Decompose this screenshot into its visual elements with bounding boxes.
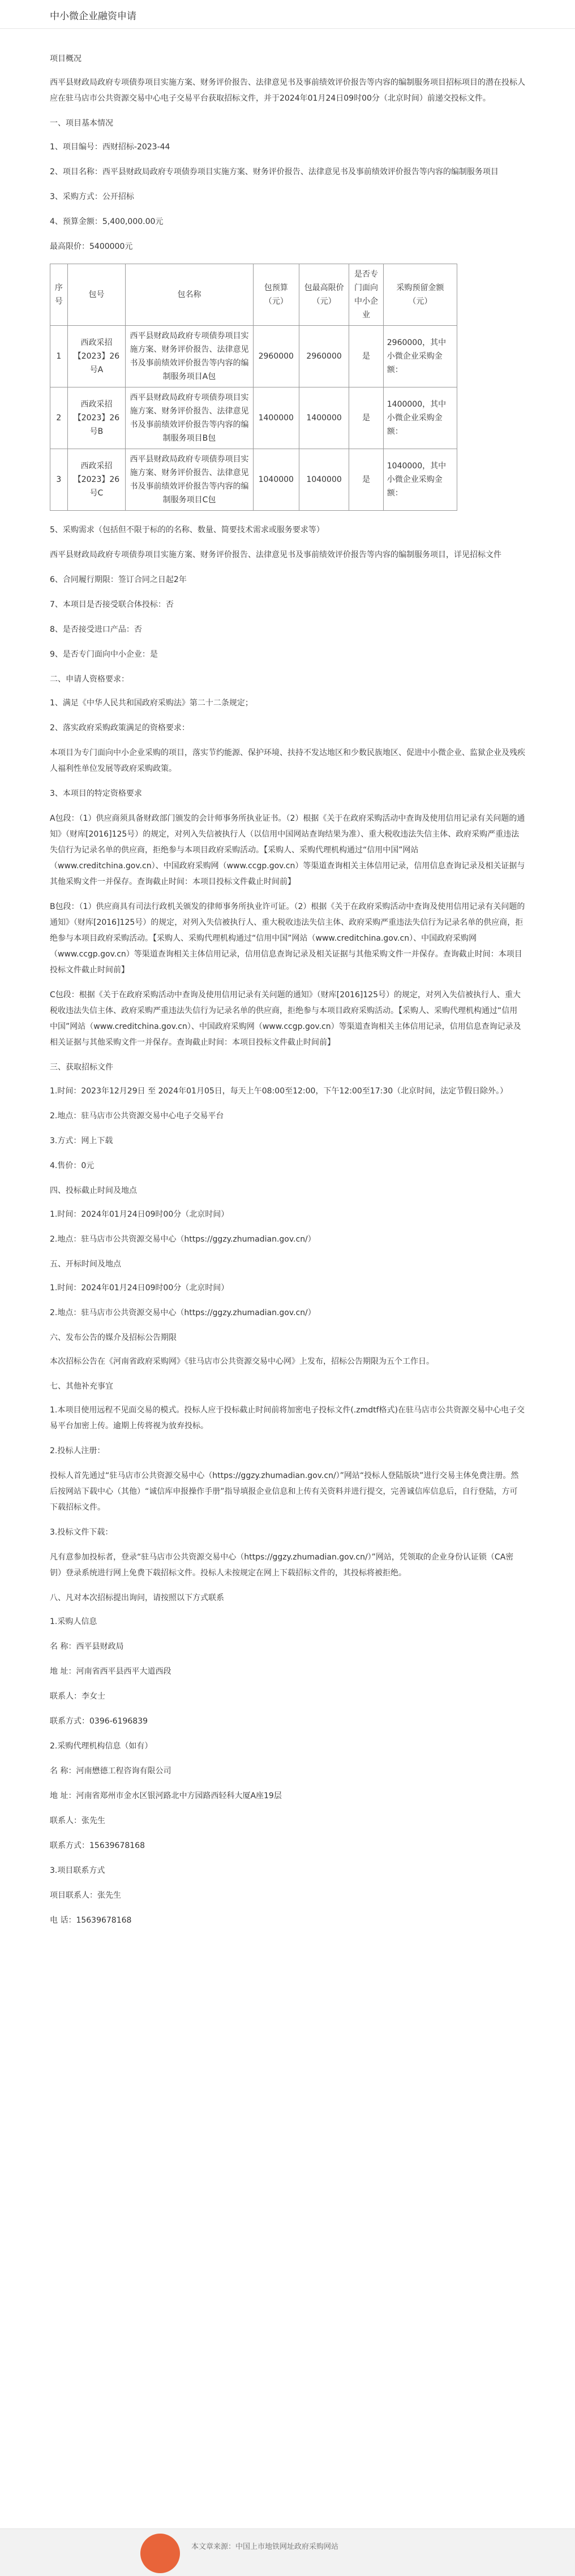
paragraph: 西平县财政局政府专项债券项目实施方案、财务评价报告、法律意见书及事前绩效评价报告等内容的编制服务项目招标项目的潜在投标人应在驻马店市公共资源交易中心电子交易平台获取招标文件，并于2024年01月24日09时00分（北京时间）前递交投标文件。 — [50, 78, 525, 103]
paragraph: B包段：（1）供应商具有司法行政机关颁发的律师事务所执业许可证。（2）根据《关于在政府采购活动中查询及使用信用记录有关问题的通知》（财库[2016]125号）的规定，对列入失信被执行人、重大税收违法失信主体、政府采购严重违法失信行为记录名单的供应商，拒绝参与本项目政府采购活动。【采购人、采购代理机构通过“信用中国”网站（www.creditchina.gov.cn）、中国政府采购网（www.ccgp.gov.cn）等渠道查询相关主体信用记录，信用信息查询记录及相关证据与其他采购文件一并保存。查询截止时间：本项目投标文件截止时间前】 — [50, 902, 525, 975]
top-bar — [0, 0, 575, 29]
paragraph: 4.售价：0元 — [50, 1161, 95, 1170]
table-cell-code: 西政采招【2023】26号B — [67, 387, 126, 449]
paragraph: 3.投标文件下载： — [50, 1528, 113, 1537]
paragraph: 投标人首先通过“驻马店市公共资源交易中心（https://ggzy.zhumadian.gov.cn/）”网站“投标人登陆版块”进行交易主体免费注册。然后按网站下载中心（其他）“诚信库申报操作手册”指导填报企业信息和上传有关资料并进行提交，完善诚信库信息后，自行登陆，方可下载招标文件。 — [50, 1471, 519, 1512]
notice-body — [50, 522, 525, 1928]
paragraph: 3、采购方式：公开招标 — [50, 192, 134, 201]
paragraph: 3.项目联系方式 — [50, 1866, 105, 1875]
section-heading: 八、凡对本次招标提出询问，请按照以下方式联系 — [50, 1593, 224, 1603]
paragraph: 2.投标人注册： — [50, 1446, 105, 1455]
table-cell-limit: 1040000 — [299, 449, 349, 511]
notice-intro — [50, 51, 525, 255]
paragraph: 名 称：河南懋德工程咨询有限公司 — [50, 1767, 171, 1776]
paragraph: 2、落实政府采购政策满足的资格要求： — [50, 723, 190, 733]
table-cell-name: 西平县财政局政府专项债券项目实施方案、财务评价报告、法律意见书及事前绩效评价报告等内容的编制服务项目A包 — [126, 326, 254, 387]
paragraph: C包段：根据《关于在政府采购活动中查询及使用信用记录有关问题的通知》（财库[2016]125号）的规定，对列入失信被执行人、重大税收违法失信主体、政府采购严重违法失信行为记录名单的供应商，拒绝参与本项目政府采购活动。【采购人、采购代理机构通过“信用中国”网站（www.creditchina.gov.cn）、中国政府采购网（www.ccgp.gov.cn）等渠道查询相关主体信用记录，信用信息查询记录及相关证据与其他采购文件一并保存。查询截止时间：本项目投标文件截止时间前】 — [50, 990, 521, 1047]
column-header: 包预算（元） — [253, 264, 299, 326]
notice-content — [50, 45, 525, 1937]
paragraph: 2.地点：驻马店市公共资源交易中心电子交易平台 — [50, 1112, 224, 1121]
page-title: 中小微企业融资申请 — [50, 11, 136, 22]
paragraph: 6、合同履行期限：签订合同之日起2年 — [50, 575, 187, 584]
column-header: 包最高限价（元） — [299, 264, 349, 326]
table-cell-name: 西平县财政局政府专项债券项目实施方案、财务评价报告、法律意见书及事前绩效评价报告等内容的编制服务项目C包 — [126, 449, 254, 511]
section-heading: 二、申请人资格要求： — [50, 675, 129, 684]
table-cell-code: 西政采招【2023】26号C — [67, 449, 126, 511]
table-header-row — [50, 264, 457, 326]
paragraph: 本项目为专门面向中小企业采购的项目，落实节约能源、保护环境、扶持不发达地区和少数民族地区、促进中小微企业、监狱企业及残疾人福利性单位发展等政府采购政策。 — [50, 748, 525, 773]
paragraph: 1.本项目使用远程不见面交易的模式。投标人应于投标截止时间前将加密电子投标文件(.zmdtf格式)在驻马店市公共资源交易中心电子交易平台加密上传。逾期上传将视为放弃投标。 — [50, 1406, 525, 1431]
table-cell-no: 2 — [50, 387, 68, 449]
table-cell-sme: 是 — [349, 449, 383, 511]
section-heading: 项目概况 — [50, 54, 81, 63]
section-heading: 五、开标时间及地点 — [50, 1260, 121, 1269]
paragraph: 8、是否接受进口产品：否 — [50, 625, 142, 634]
table-cell-limit: 1400000 — [299, 387, 349, 449]
column-header: 序号 — [50, 264, 68, 326]
paragraph: 7、本项目是否接受联合体投标：否 — [50, 600, 174, 609]
paragraph: 1.时间：2023年12月29日 至 2024年01月05日，每天上午08:00至12:00，下午12:00至17:30（北京时间，法定节假日除外。） — [50, 1087, 508, 1096]
section-heading: 一、项目基本情况 — [50, 119, 113, 128]
paragraph: 9、是否专门面向中小企业：是 — [50, 650, 158, 659]
table-cell-limit: 2960000 — [299, 326, 349, 387]
paragraph: 电 话：15639678168 — [50, 1916, 132, 1925]
section-heading: 四、投标截止时间及地点 — [50, 1186, 137, 1195]
table-body — [50, 326, 457, 511]
paragraph: 1、满足《中华人民共和国政府采购法》第二十二条规定； — [50, 699, 253, 708]
paragraph: 项目联系人：张先生 — [50, 1891, 121, 1900]
footer — [0, 2528, 575, 2576]
table-row — [50, 326, 457, 387]
paragraph: 1.时间：2024年01月24日09时00分（北京时间） — [50, 1283, 229, 1293]
table-cell-budget: 2960000 — [253, 326, 299, 387]
paragraph: 2、项目名称：西平县财政局政府专项债券项目实施方案、财务评价报告、法律意见书及事前绩效评价报告等内容的编制服务项目 — [50, 167, 499, 176]
table-cell-budget: 1040000 — [253, 449, 299, 511]
paragraph: 2.采购代理机构信息（如有） — [50, 1742, 153, 1751]
column-header: 包名称 — [126, 264, 254, 326]
paragraph: 3.方式：网上下载 — [50, 1136, 113, 1145]
paragraph: 地 址：河南省郑州市金水区银河路北中方园路西轻科大厦A座19层 — [50, 1791, 282, 1800]
table-row — [50, 387, 457, 449]
table-cell-no: 1 — [50, 326, 68, 387]
section-heading: 三、获取招标文件 — [50, 1063, 113, 1072]
paragraph: 1.采购人信息 — [50, 1617, 97, 1626]
paragraph: 最高限价：5400000元 — [50, 242, 133, 251]
package-table — [50, 264, 457, 511]
footer-text: 本文章来源：中国上市地铁网址政府采购网站 — [191, 2543, 339, 2551]
section-heading: 七、其他补充事宜 — [50, 1382, 113, 1391]
footer-logo-icon — [140, 2534, 180, 2573]
paragraph: 地 址：河南省西平县西平大道西段 — [50, 1667, 171, 1676]
table-cell-reserve: 1040000，其中小微企业采购金额： — [383, 449, 457, 511]
paragraph: 凡有意参加投标者，登录“驻马店市公共资源交易中心（https://ggzy.zhumadian.gov.cn/）”网站，凭领取的企业身份认证锁（CA密钥）登录系统进行网上免费下载招标文件。投标人未按规定在网上下载招标文件的，其投标将被拒绝。 — [50, 1553, 514, 1578]
table-row — [50, 449, 457, 511]
section-heading: 六、发布公告的媒介及招标公告期限 — [50, 1333, 177, 1342]
column-header: 采购预留金额（元） — [383, 264, 457, 326]
table-cell-sme: 是 — [349, 387, 383, 449]
table-cell-budget: 1400000 — [253, 387, 299, 449]
table-cell-no: 3 — [50, 449, 68, 511]
paragraph: 名 称：西平县财政局 — [50, 1642, 124, 1651]
paragraph: 联系人：李女士 — [50, 1692, 105, 1701]
paragraph: 本次招标公告在《河南省政府采购网》《驻马店市公共资源交易中心网》上发布，招标公告期限为五个工作日。 — [50, 1357, 434, 1366]
paragraph: 联系人：张先生 — [50, 1816, 105, 1825]
paragraph: 3、本项目的特定资格要求 — [50, 789, 142, 798]
paragraph: 2.地点：驻马店市公共资源交易中心（https://ggzy.zhumadian.gov.cn/） — [50, 1235, 316, 1244]
table-cell-sme: 是 — [349, 326, 383, 387]
table-cell-code: 西政采招【2023】26号A — [67, 326, 126, 387]
paragraph: 联系方式：15639678168 — [50, 1841, 145, 1850]
column-header: 是否专门面向中小企业 — [349, 264, 383, 326]
paragraph: A包段：（1）供应商须具备财政部门颁发的会计师事务所执业证书。（2）根据《关于在政府采购活动中查询及使用信用记录有关问题的通知》（财库[2016]125号）的规定，对列入失信被执行人（以信用中国网站查询结果为准）、重大税收违法失信主体、政府采购严重违法失信行为记录名单的供应商，拒绝参与本项目政府采购活动。【采购人、采购代理机构通过“信用中国”网站（www.creditchina.gov.cn）、中国政府采购网（www.ccgp.gov.cn）等渠道查询相关主体信用记录，信用信息查询记录及相关证据与其他采购文件一并保存。查询截止时间：本项目投标文件截止时间前】 — [50, 814, 525, 886]
paragraph: 1、项目编号：西财招标-2023-44 — [50, 143, 170, 152]
paragraph: 4、预算金额：5,400,000.00元 — [50, 217, 164, 226]
column-header: 包号 — [67, 264, 126, 326]
table-cell-reserve: 2960000，其中小微企业采购金额： — [383, 326, 457, 387]
paragraph: 5、采购需求（包括但不限于标的的名称、数量、简要技术需求或服务要求等） — [50, 525, 324, 535]
table-cell-reserve: 1400000，其中小微企业采购金额： — [383, 387, 457, 449]
paragraph: 西平县财政局政府专项债券项目实施方案、财务评价报告、法律意见书及事前绩效评价报告等内容的编制服务项目，详见招标文件 — [50, 550, 501, 559]
paragraph: 2.地点：驻马店市公共资源交易中心（https://ggzy.zhumadian.gov.cn/） — [50, 1308, 316, 1317]
paragraph: 1.时间：2024年01月24日09时00分（北京时间） — [50, 1210, 229, 1219]
table-cell-name: 西平县财政局政府专项债券项目实施方案、财务评价报告、法律意见书及事前绩效评价报告等内容的编制服务项目B包 — [126, 387, 254, 449]
paragraph: 联系方式：0396-6196839 — [50, 1717, 148, 1726]
